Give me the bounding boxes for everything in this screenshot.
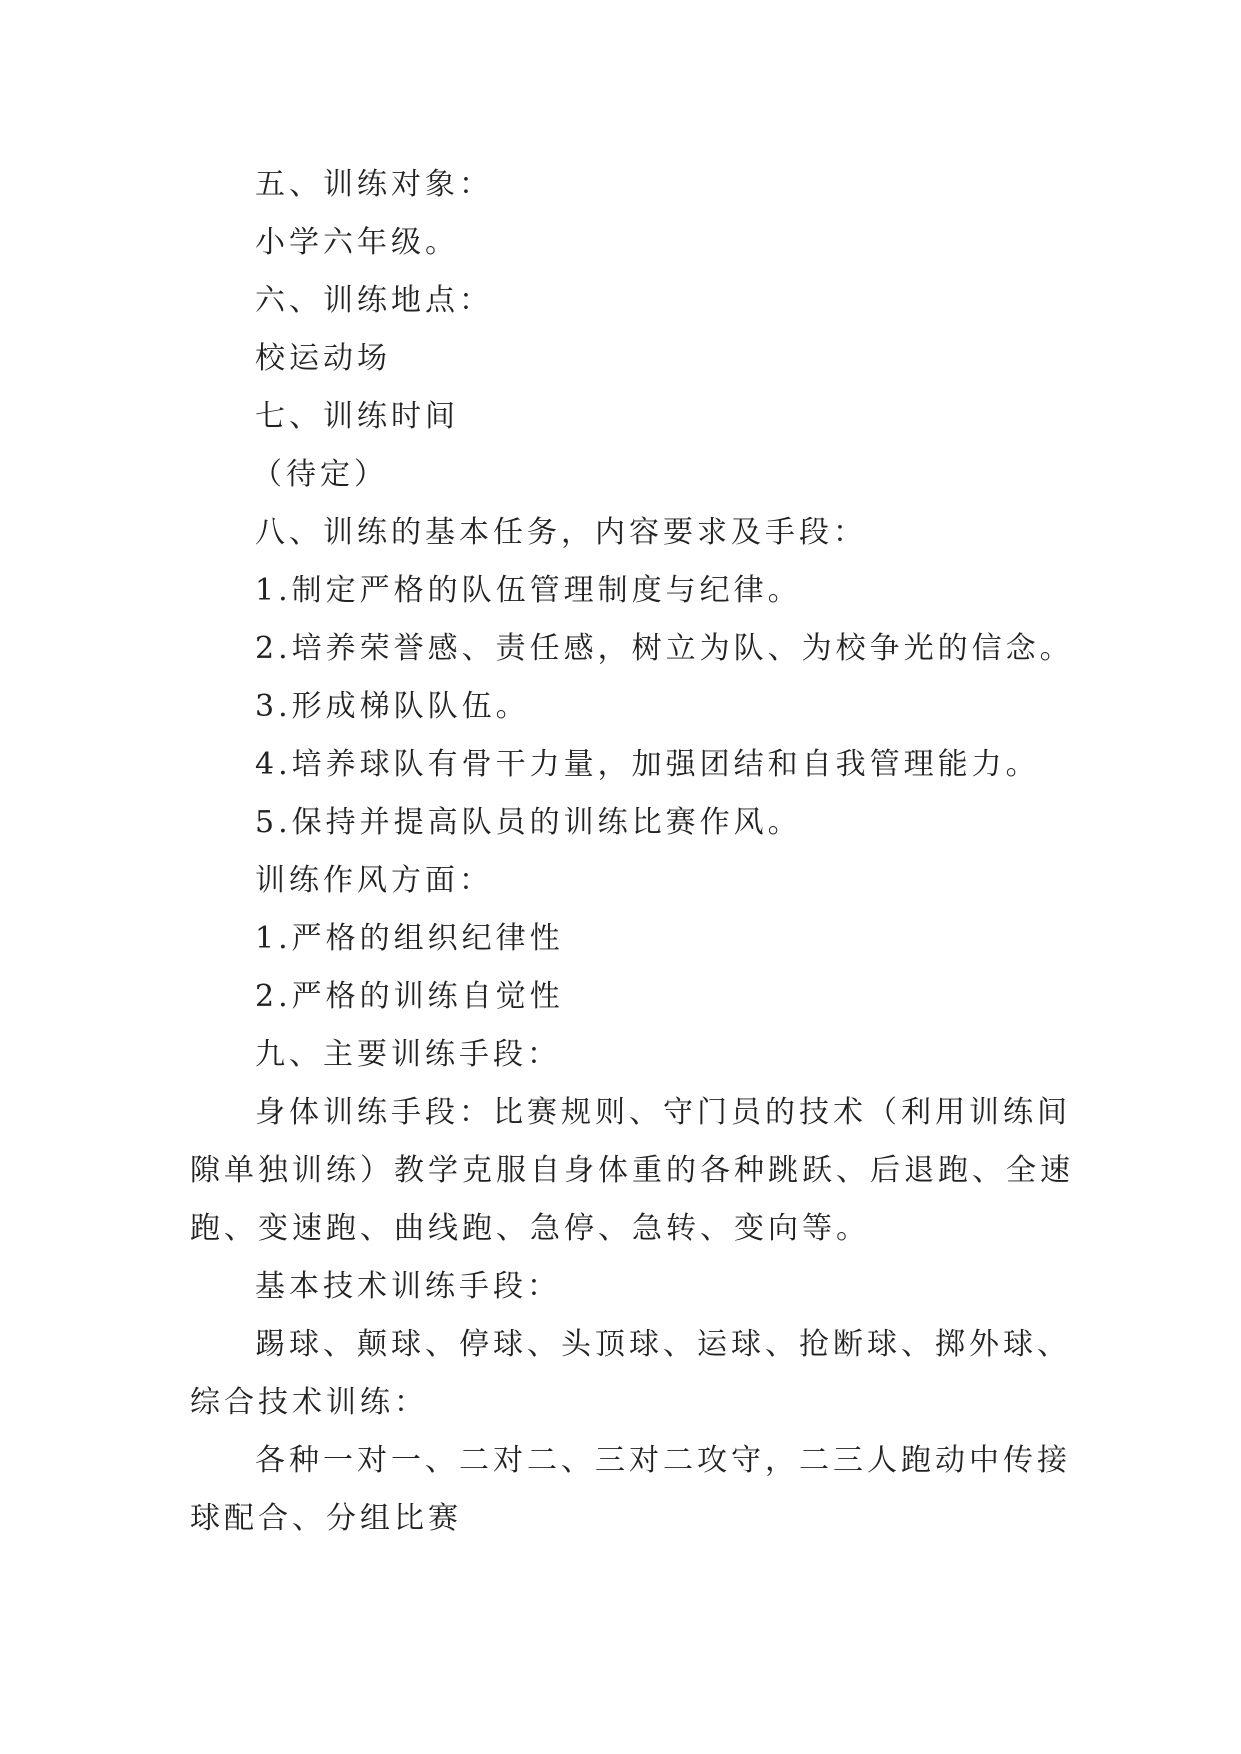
list-item: 2.培养荣誉感、责任感，树立为队、为校争光的信念。: [255, 631, 1074, 666]
heading-main-methods: 九、主要训练手段：: [255, 1037, 561, 1072]
subheading-training-style: 训练作风方面：: [255, 863, 493, 898]
paragraph-line: 身体训练手段：比赛规则、守门员的技术（利用训练间: [255, 1095, 1071, 1130]
list-item: 1.制定严格的队伍管理制度与纪律。: [255, 573, 802, 608]
subheading-basic-technique: 基本技术训练手段：: [255, 1269, 561, 1304]
list-item: 4.培养球队有骨干力量，加强团结和自我管理能力。: [255, 747, 1040, 782]
paragraph-line: 各种一对一、二对二、三对二攻守，二三人跑动中传接: [255, 1443, 1071, 1478]
heading-training-location: 六、训练地点：: [255, 283, 493, 318]
text-line: 小学六年级。: [255, 225, 459, 260]
heading-training-time: 七、训练时间: [255, 399, 459, 434]
text-line: 校运动场: [255, 341, 391, 376]
list-item: 2.严格的训练自觉性: [255, 979, 564, 1014]
list-item: 1.严格的组织纪律性: [255, 921, 564, 956]
paragraph-line: 跑、变速跑、曲线跑、急停、急转、变向等。: [190, 1211, 870, 1246]
list-item: 3.形成梯队队伍。: [255, 689, 530, 724]
text-line: （待定）: [252, 457, 388, 492]
list-item: 5.保持并提高队员的训练比赛作风。: [255, 805, 802, 840]
paragraph-line: 球配合、分组比赛: [190, 1501, 462, 1536]
heading-basic-tasks: 八、训练的基本任务，内容要求及手段：: [255, 515, 867, 550]
paragraph-line: 隙单独训练）教学克服自身体重的各种跳跃、后退跑、全速: [190, 1153, 1074, 1188]
paragraph-line: 踢球、颠球、停球、头顶球、运球、抢断球、掷外球、: [255, 1327, 1071, 1362]
heading-training-target: 五、训练对象：: [255, 167, 493, 202]
paragraph-line: 综合技术训练：: [190, 1385, 428, 1420]
